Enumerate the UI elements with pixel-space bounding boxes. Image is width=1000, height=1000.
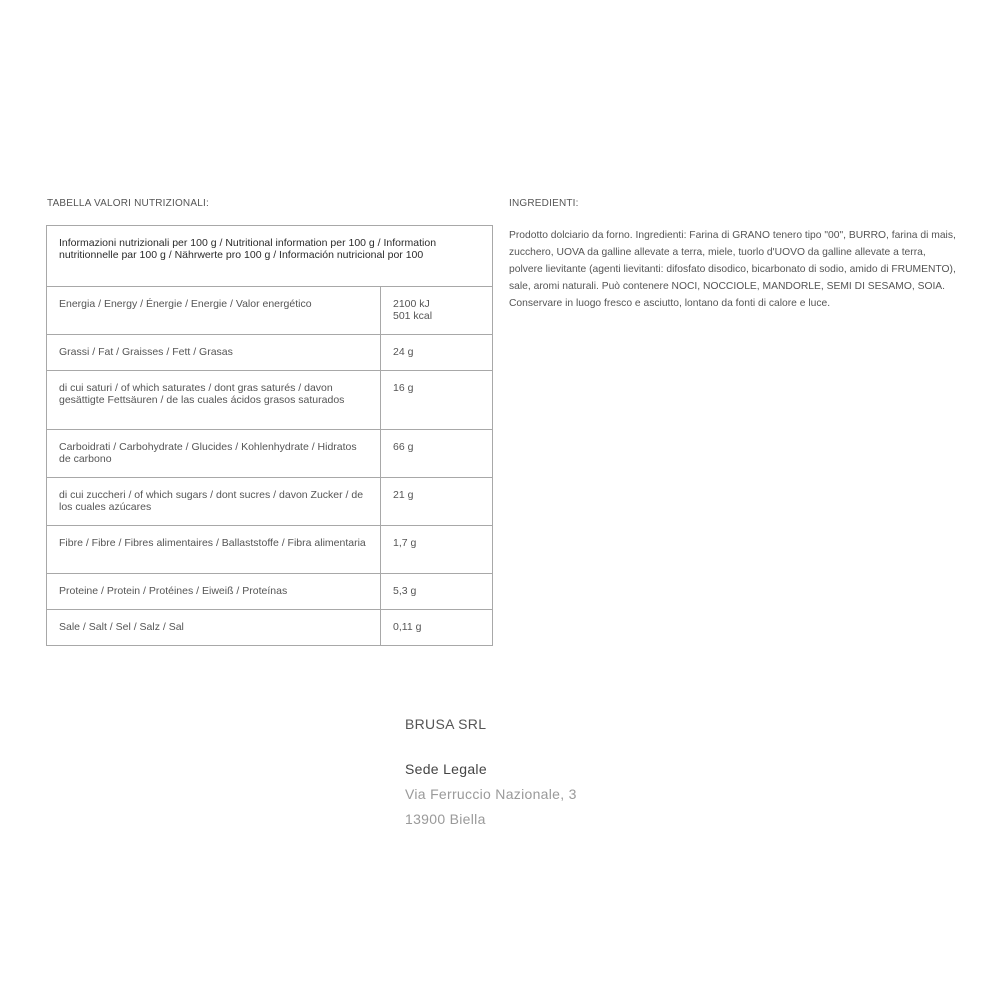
ingredients-title: INGREDIENTI: (509, 198, 579, 209)
nutrient-label-carbohydrate: Carboidrati / Carbohydrate / Glucides / Kohlenhydrate / Hidratos de carbono (47, 430, 381, 478)
nutrient-label-fat: Grassi / Fat / Graisses / Fett / Grasas (47, 335, 381, 371)
nutrient-value-fibre: 1,7 g (381, 526, 493, 574)
table-row (47, 526, 493, 574)
nutrition-table (46, 225, 493, 646)
nutrient-label-energy: Energia / Energy / Énergie / Energie / Valor energético (47, 287, 381, 335)
nutrient-value-fat: 24 g (381, 335, 493, 371)
table-row (47, 287, 493, 335)
nutrient-label-salt: Sale / Salt / Sel / Salz / Sal (47, 610, 381, 646)
nutrient-value-energy (381, 287, 493, 335)
table-row (47, 574, 493, 610)
table-row (47, 371, 493, 430)
nutrient-value-carbohydrate: 66 g (381, 430, 493, 478)
nutrition-table-header: Informazioni nutrizionali per 100 g / Nutritional information per 100 g / Information nutritionnelle par 100 g / Nährwerte pro 100 g / Información nutricional por 100 (47, 226, 493, 287)
nutrient-label-saturates: di cui saturi / of which saturates / dont gras saturés / davon gesättigte Fettsäuren / de las cuales ácidos grasos saturados (47, 371, 381, 430)
nutrient-label-protein: Proteine / Protein / Protéines / Eiweiß / Proteínas (47, 574, 381, 610)
address-city: 13900 Biella (405, 811, 486, 827)
address-street: Via Ferruccio Nazionale, 3 (405, 786, 577, 802)
nutrient-label-fibre: Fibre / Fibre / Fibres alimentaires / Ballaststoffe / Fibra alimentaria (47, 526, 381, 574)
table-row (47, 478, 493, 526)
nutrition-table-title: TABELLA VALORI NUTRIZIONALI: (47, 198, 209, 209)
nutrient-value-sugars: 21 g (381, 478, 493, 526)
table-row (47, 335, 493, 371)
nutrition-table-header-row (47, 226, 493, 287)
energy-kcal: 501 kcal (393, 309, 433, 322)
registered-office-label: Sede Legale (405, 761, 487, 777)
nutrient-label-sugars: di cui zuccheri / of which sugars / dont sucres / davon Zucker / de los cuales azúcares (47, 478, 381, 526)
nutrient-value-salt: 0,11 g (381, 610, 493, 646)
table-row (47, 430, 493, 478)
energy-kj: 2100 kJ (393, 298, 430, 310)
table-row (47, 610, 493, 646)
nutrient-value-protein: 5,3 g (381, 574, 493, 610)
nutrient-value-saturates: 16 g (381, 371, 493, 430)
company-name: BRUSA SRL (405, 716, 487, 732)
ingredients-text: Prodotto dolciario da forno. Ingredienti: Farina di GRANO tenero tipo "00", BURRO, farina di mais, zucchero, UOVA da galline allevate a terra, miele, tuorlo d'UOVO da galline allevate a terra, polvere lievitante (agenti lievitanti: difosfato disodico, bicarbonato di sodio, amido di FRUMENTO), sale, aromi naturali. Può contenere NOCI, NOCCIOLE, MANDORLE, SEMI DI SESAMO, SOIA. Conservare in luogo fresco e asciutto, lontano da fonti di calore e luce. (509, 230, 956, 309)
